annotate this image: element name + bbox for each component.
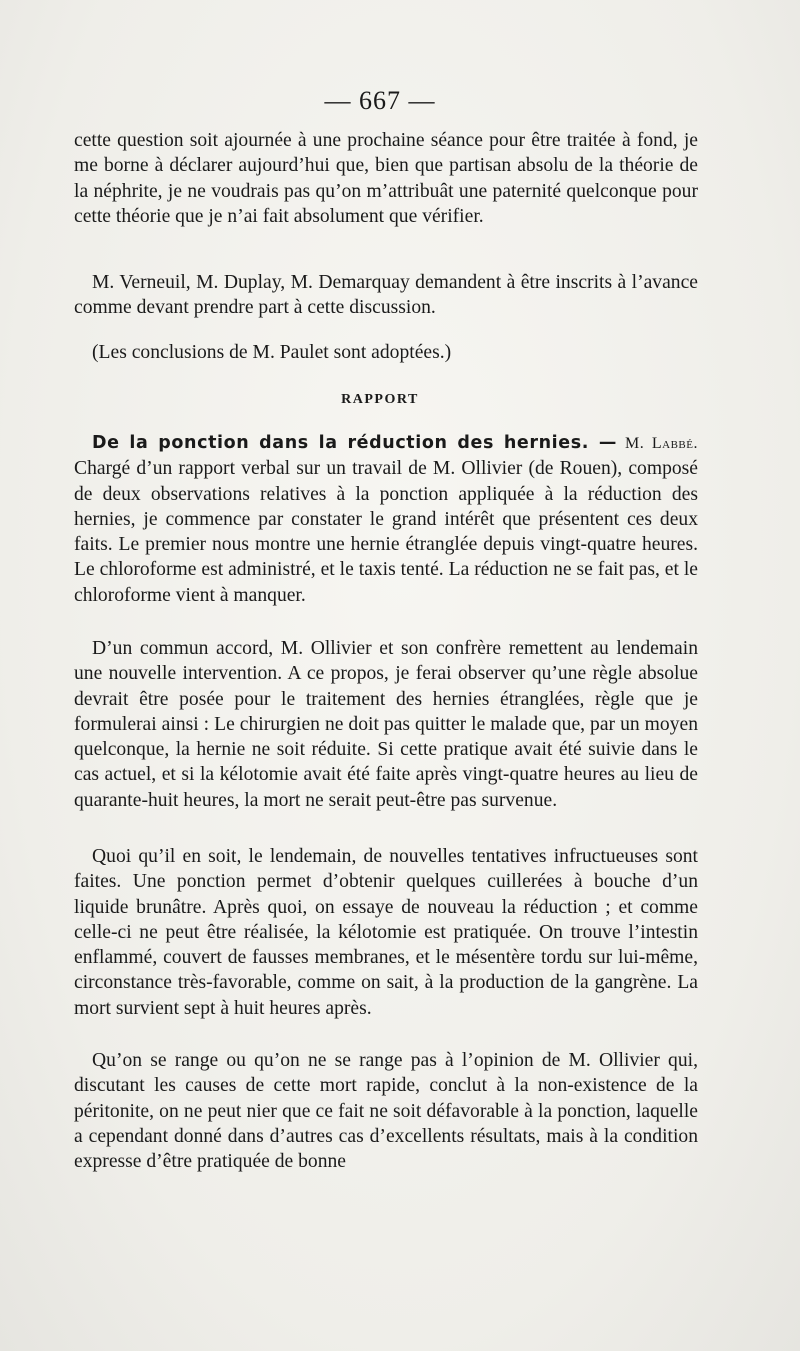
report-title: De la ponction dans la réduction des hernies. — (92, 433, 617, 453)
report-body: Chargé d’un rapport verbal sur un travail de M. Ollivier (de Rouen), composé de deux observations relatives à la ponction appliquée à la réduction des hernies, je commence par constater le grand intérêt que présentent ces deux faits. Le premier nous montre une hernie étranglée depuis vingt-quatre heures. Le chloroforme est administré, et le taxis tenté. La réduction ne se fait pas, et le chloroforme vient à manquer. (74, 458, 698, 606)
paragraph-intervention: D’un commun accord, M. Ollivier et son confrère remettent au lendemain une nouvelle intervention. A ce propos, je ferai observer qu’une règle absolue devrait être posée pour le traitement des hernies étranglées, règle que je formulerai ainsi : Le chirurgien ne doit pas quitter le malade que, par un moyen quelconque, la hernie ne soit réduite. Si cette pratique avait été suivie dans le cas actuel, et si la kélotomie avait été faite après vingt-quatre heures au lieu de quarante-huit heures, la mort ne serait peut-être pas survenue. (74, 638, 698, 811)
section-heading: RAPPORT (341, 392, 419, 407)
paragraph-inscriptions: M. Verneuil, M. Duplay, M. Demarquay demandent à être inscrits à l’avance comme devant prendre part à cette discussion. (74, 272, 698, 319)
paragraph-conclusions: (Les conclusions de M. Paulet sont adoptées.) (92, 342, 452, 363)
page-number: — 667 — (324, 86, 436, 115)
report-author: M. Labbé. (625, 435, 698, 452)
paragraph-lendemain: Quoi qu’il en soit, le lendemain, de nouvelles tentatives infructueuses sont faites. Une ponction permet d’obtenir quelques cuillerées à bouche d’un liquide brunâtre. Après quoi, on essaye de nouveau la réduction ; et comme celle-ci ne peut être réalisée, la kélotomie est pratiquée. On trouve l’intestin enflammé, couvert de fausses membranes, et le mésentère tordu sur lui-même, circonstance très-favorable, comme on sait, à la production de la gangrène. La mort survient sept à huit heures après. (74, 846, 698, 1019)
paragraph-opinion: Qu’on se range ou qu’on ne se range pas à l’opinion de M. Ollivier qui, discutant les causes de cette mort rapide, conclut à la non-existence de la péritonite, on ne peut nier que ce fait ne soit défavorable à la ponction, laquelle a cependant donné dans d’autres cas d’excellents résultats, mais à la condition expresse d’être pratiquée de bonne (74, 1050, 698, 1173)
paragraph-continuation: cette question soit ajournée à une prochaine séance pour être traitée à fond, je me borne à déclarer aujourd’hui que, bien que partisan absolu de la théorie de la néphrite, je ne voudrais pas qu’on m’attribuât une paternité quelconque pour cette théorie que je n’ai fait absolument que vérifier. (74, 130, 698, 227)
paragraph-rapport (74, 430, 698, 608)
